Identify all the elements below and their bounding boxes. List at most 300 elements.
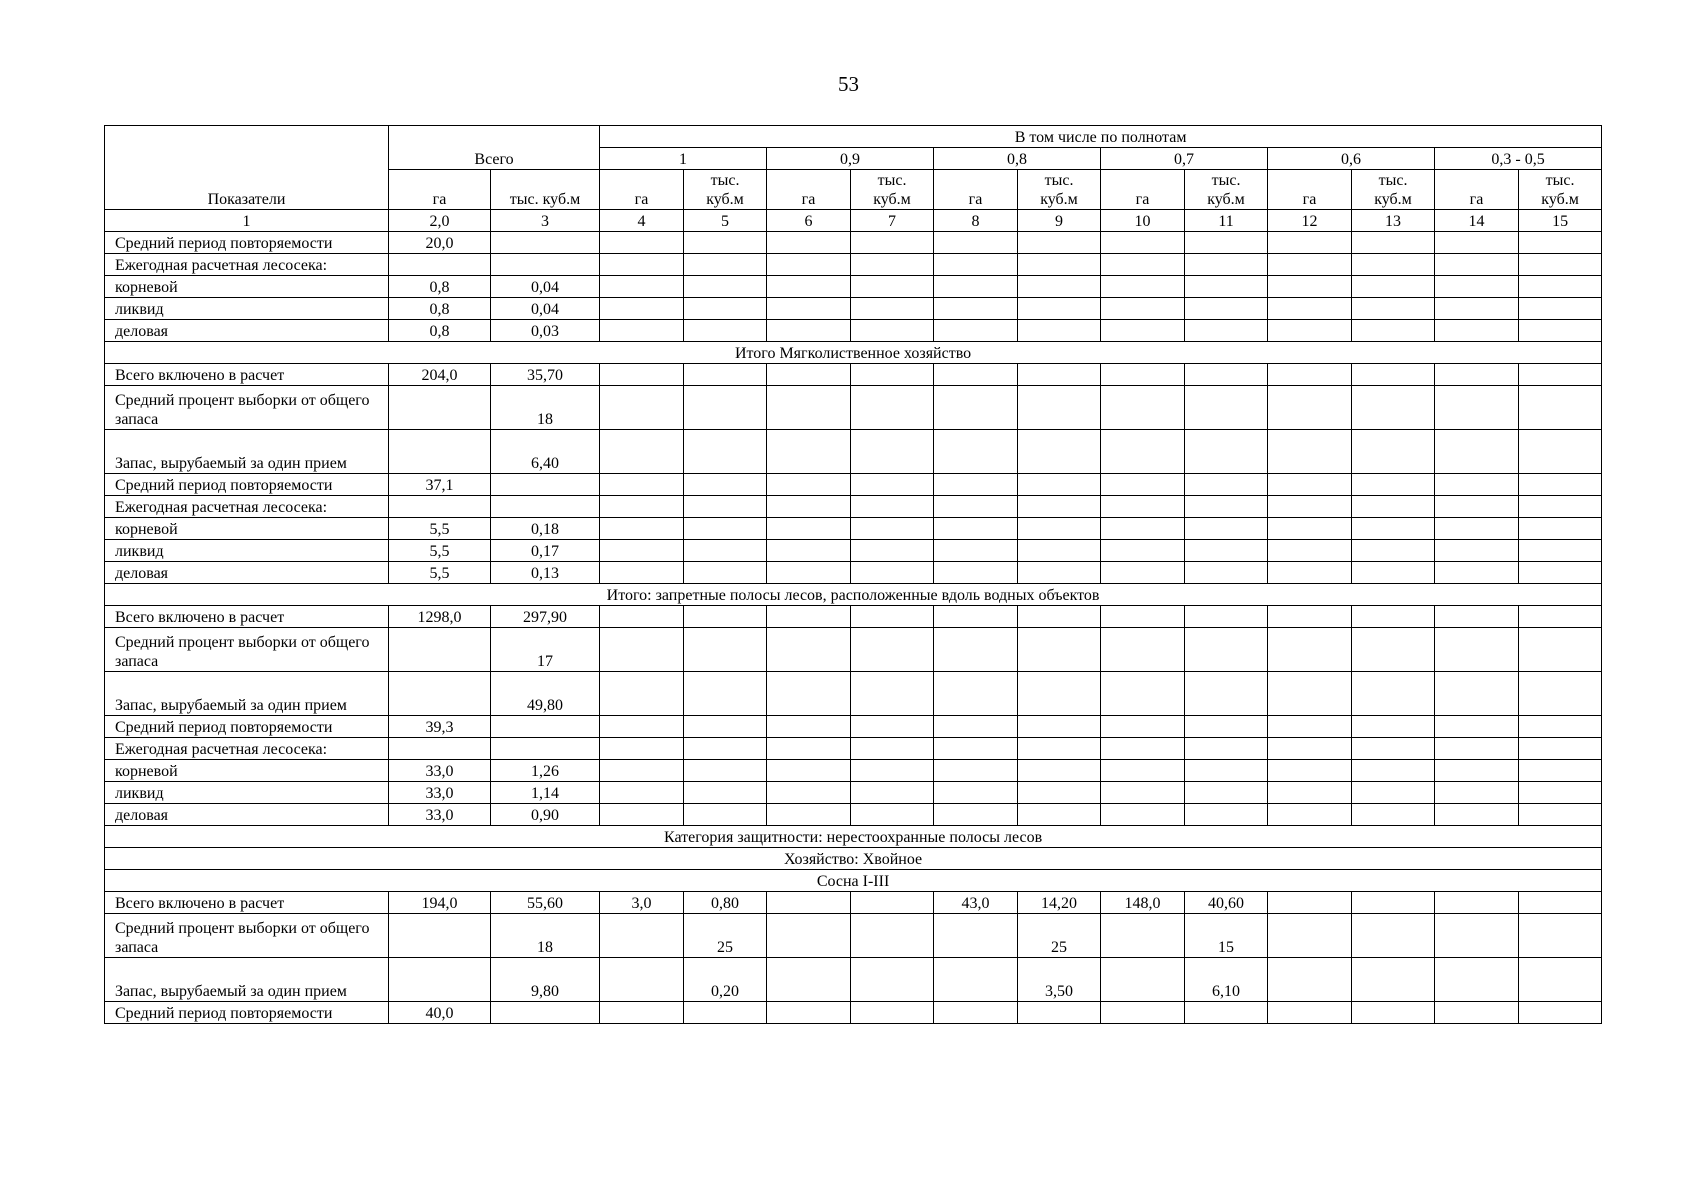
value-cell <box>1519 276 1602 298</box>
value-cell <box>1268 958 1352 1002</box>
value-cell: 194,0 <box>389 892 491 914</box>
value-cell <box>934 804 1018 826</box>
value-cell <box>1101 958 1185 1002</box>
value-cell <box>767 540 851 562</box>
value-cell <box>491 496 600 518</box>
value-cell <box>1435 782 1519 804</box>
value-cell <box>1519 958 1602 1002</box>
value-cell <box>1435 276 1519 298</box>
value-cell <box>1435 232 1519 254</box>
table-row <box>105 298 1602 320</box>
value-cell <box>1435 914 1519 958</box>
value-cell <box>1185 386 1268 430</box>
row-label: корневой <box>105 760 389 782</box>
value-cell: 0,03 <box>491 320 600 342</box>
value-cell <box>600 914 684 958</box>
value-cell: 6,40 <box>491 430 600 474</box>
value-cell <box>600 738 684 760</box>
value-cell: 0,8 <box>389 276 491 298</box>
value-cell <box>851 914 934 958</box>
value-cell <box>1185 606 1268 628</box>
value-cell <box>389 496 491 518</box>
value-cell <box>1185 496 1268 518</box>
value-cell: 15 <box>1185 914 1268 958</box>
value-cell <box>1185 430 1268 474</box>
value-cell <box>934 782 1018 804</box>
value-cell: 0,13 <box>491 562 600 584</box>
value-cell: 0,8 <box>389 298 491 320</box>
value-cell <box>1352 496 1435 518</box>
value-cell <box>851 254 934 276</box>
value-cell <box>1435 320 1519 342</box>
value-cell: 25 <box>1018 914 1101 958</box>
column-number-5: 5 <box>684 210 767 232</box>
value-cell <box>934 364 1018 386</box>
value-cell: 37,1 <box>389 474 491 496</box>
header-density-1: 0,9 <box>767 148 934 170</box>
row-label: корневой <box>105 276 389 298</box>
value-cell <box>934 1002 1018 1024</box>
value-cell: 0,90 <box>491 804 600 826</box>
value-cell <box>1435 298 1519 320</box>
value-cell <box>851 804 934 826</box>
value-cell <box>767 320 851 342</box>
value-cell <box>1435 716 1519 738</box>
value-cell: 40,60 <box>1185 892 1268 914</box>
value-cell <box>767 1002 851 1024</box>
value-cell <box>1268 276 1352 298</box>
value-cell <box>600 628 684 672</box>
value-cell: 39,3 <box>389 716 491 738</box>
value-cell <box>1101 518 1185 540</box>
value-cell <box>1519 738 1602 760</box>
row-label: корневой <box>105 518 389 540</box>
row-label: Средний период повторяемости <box>105 474 389 496</box>
table-row <box>105 540 1602 562</box>
value-cell <box>851 518 934 540</box>
header-density-3: 0,7 <box>1101 148 1268 170</box>
value-cell <box>1018 430 1101 474</box>
section-row <box>105 870 1602 892</box>
value-cell <box>934 716 1018 738</box>
value-cell <box>389 386 491 430</box>
value-cell <box>851 386 934 430</box>
value-cell <box>767 606 851 628</box>
table-row <box>105 518 1602 540</box>
header-by-density: В том числе по полнотам <box>600 126 1602 148</box>
value-cell <box>1435 562 1519 584</box>
value-cell <box>1268 232 1352 254</box>
value-cell <box>600 386 684 430</box>
value-cell <box>934 386 1018 430</box>
value-cell <box>1268 1002 1352 1024</box>
value-cell <box>1352 562 1435 584</box>
table-row <box>105 496 1602 518</box>
value-cell <box>1519 562 1602 584</box>
value-cell <box>1352 518 1435 540</box>
value-cell <box>767 672 851 716</box>
value-cell <box>1185 364 1268 386</box>
value-cell <box>684 386 767 430</box>
value-cell <box>1268 892 1352 914</box>
row-label: деловая <box>105 804 389 826</box>
row-label: Средний период повторяемости <box>105 716 389 738</box>
value-cell: 0,04 <box>491 276 600 298</box>
section-row <box>105 342 1602 364</box>
value-cell <box>684 716 767 738</box>
value-cell <box>684 276 767 298</box>
value-cell: 49,80 <box>491 672 600 716</box>
value-cell <box>767 738 851 760</box>
section-title: Категория защитности: нерестоохранные полосы лесов <box>105 826 1602 848</box>
value-cell <box>1519 892 1602 914</box>
column-number-13: 13 <box>1352 210 1435 232</box>
value-cell <box>1185 628 1268 672</box>
value-cell <box>1018 320 1101 342</box>
value-cell <box>1018 474 1101 496</box>
value-cell <box>1185 738 1268 760</box>
column-number-15: 15 <box>1519 210 1602 232</box>
value-cell: 5,5 <box>389 518 491 540</box>
header-density-5: 0,3 - 0,5 <box>1435 148 1602 170</box>
value-cell <box>1018 386 1101 430</box>
value-cell <box>1435 672 1519 716</box>
value-cell <box>684 562 767 584</box>
value-cell <box>1018 232 1101 254</box>
value-cell <box>684 430 767 474</box>
value-cell <box>1018 298 1101 320</box>
row-label: Запас, вырубаемый за один прием <box>105 672 389 716</box>
table-row <box>105 760 1602 782</box>
value-cell <box>1101 716 1185 738</box>
header-density-1-ha: га <box>767 170 851 210</box>
value-cell: 0,17 <box>491 540 600 562</box>
section-title: Итого Мягколиственное хозяйство <box>105 342 1602 364</box>
header-density-4-volume: тыс. куб.м <box>1352 170 1435 210</box>
value-cell <box>684 232 767 254</box>
value-cell <box>1101 672 1185 716</box>
column-number-6: 6 <box>767 210 851 232</box>
value-cell <box>767 760 851 782</box>
value-cell <box>1435 430 1519 474</box>
value-cell <box>1185 782 1268 804</box>
value-cell <box>684 364 767 386</box>
value-cell <box>1519 716 1602 738</box>
header-total-volume: тыс. куб.м <box>491 170 600 210</box>
value-cell: 18 <box>491 914 600 958</box>
value-cell <box>684 540 767 562</box>
value-cell <box>851 320 934 342</box>
value-cell <box>1268 914 1352 958</box>
table-row <box>105 254 1602 276</box>
value-cell <box>600 474 684 496</box>
column-number-14: 14 <box>1435 210 1519 232</box>
column-number-11: 11 <box>1185 210 1268 232</box>
value-cell: 25 <box>684 914 767 958</box>
value-cell <box>1352 782 1435 804</box>
table-row <box>105 672 1602 716</box>
value-cell <box>1435 892 1519 914</box>
table-row <box>105 474 1602 496</box>
value-cell <box>851 782 934 804</box>
value-cell: 5,5 <box>389 562 491 584</box>
value-cell <box>1268 474 1352 496</box>
value-cell <box>1268 254 1352 276</box>
value-cell <box>684 474 767 496</box>
value-cell <box>1435 518 1519 540</box>
value-cell <box>1519 496 1602 518</box>
row-label: ликвид <box>105 782 389 804</box>
value-cell: 33,0 <box>389 804 491 826</box>
value-cell: 43,0 <box>934 892 1018 914</box>
value-cell <box>1018 276 1101 298</box>
column-number-4: 4 <box>600 210 684 232</box>
value-cell: 0,04 <box>491 298 600 320</box>
value-cell <box>1101 386 1185 430</box>
value-cell <box>1352 232 1435 254</box>
value-cell <box>851 540 934 562</box>
value-cell <box>1435 364 1519 386</box>
value-cell <box>1101 738 1185 760</box>
value-cell <box>1268 738 1352 760</box>
value-cell: 148,0 <box>1101 892 1185 914</box>
value-cell <box>1352 320 1435 342</box>
value-cell <box>600 232 684 254</box>
value-cell <box>491 1002 600 1024</box>
value-cell <box>851 760 934 782</box>
value-cell <box>767 496 851 518</box>
header-density-5-volume: тыс. куб.м <box>1519 170 1602 210</box>
table-row <box>105 562 1602 584</box>
value-cell <box>1185 474 1268 496</box>
value-cell <box>1185 562 1268 584</box>
value-cell <box>1268 518 1352 540</box>
header-total: Всего <box>389 126 600 170</box>
value-cell <box>1435 254 1519 276</box>
row-label: Ежегодная расчетная лесосека: <box>105 496 389 518</box>
value-cell <box>684 496 767 518</box>
value-cell <box>1185 518 1268 540</box>
value-cell <box>1185 760 1268 782</box>
value-cell: 0,18 <box>491 518 600 540</box>
section-row <box>105 584 1602 606</box>
value-cell <box>1018 782 1101 804</box>
value-cell <box>600 276 684 298</box>
value-cell <box>600 320 684 342</box>
value-cell <box>851 606 934 628</box>
column-number-1: 1 <box>105 210 389 232</box>
value-cell <box>1519 364 1602 386</box>
column-number-12: 12 <box>1268 210 1352 232</box>
value-cell <box>1352 386 1435 430</box>
value-cell <box>389 254 491 276</box>
value-cell <box>851 364 934 386</box>
forest-cutting-table <box>104 125 1602 1024</box>
value-cell <box>1185 672 1268 716</box>
value-cell <box>1101 298 1185 320</box>
value-cell <box>851 672 934 716</box>
value-cell <box>600 496 684 518</box>
value-cell <box>934 672 1018 716</box>
row-label: деловая <box>105 562 389 584</box>
value-cell <box>389 958 491 1002</box>
value-cell <box>600 298 684 320</box>
value-cell <box>934 496 1018 518</box>
table-row <box>105 628 1602 672</box>
table-row <box>105 782 1602 804</box>
value-cell <box>1519 540 1602 562</box>
value-cell <box>1101 782 1185 804</box>
value-cell: 0,8 <box>389 320 491 342</box>
table-row <box>105 386 1602 430</box>
value-cell <box>1018 496 1101 518</box>
value-cell <box>1352 254 1435 276</box>
value-cell <box>684 804 767 826</box>
value-cell <box>1435 958 1519 1002</box>
value-cell <box>1018 606 1101 628</box>
value-cell <box>491 474 600 496</box>
value-cell <box>1185 320 1268 342</box>
value-cell <box>684 1002 767 1024</box>
value-cell <box>1435 760 1519 782</box>
value-cell <box>491 738 600 760</box>
value-cell <box>851 892 934 914</box>
value-cell: 1,26 <box>491 760 600 782</box>
header-density-3-ha: га <box>1101 170 1185 210</box>
value-cell <box>1018 254 1101 276</box>
value-cell: 0,80 <box>684 892 767 914</box>
value-cell <box>1185 716 1268 738</box>
value-cell <box>1018 540 1101 562</box>
value-cell <box>767 474 851 496</box>
value-cell <box>767 298 851 320</box>
value-cell <box>1101 606 1185 628</box>
value-cell <box>389 672 491 716</box>
value-cell <box>767 628 851 672</box>
value-cell <box>1352 540 1435 562</box>
row-label: Средний период повторяемости <box>105 1002 389 1024</box>
value-cell <box>934 540 1018 562</box>
value-cell <box>1018 760 1101 782</box>
value-cell <box>1519 298 1602 320</box>
table-row <box>105 892 1602 914</box>
value-cell <box>600 782 684 804</box>
row-label: деловая <box>105 320 389 342</box>
value-cell <box>1185 232 1268 254</box>
value-cell: 1298,0 <box>389 606 491 628</box>
value-cell <box>1352 672 1435 716</box>
column-number-3: 3 <box>491 210 600 232</box>
value-cell <box>600 958 684 1002</box>
value-cell <box>1519 606 1602 628</box>
value-cell <box>767 562 851 584</box>
column-number-row <box>105 210 1602 232</box>
header-density-1-volume: тыс. куб.м <box>851 170 934 210</box>
value-cell: 9,80 <box>491 958 600 1002</box>
value-cell <box>1101 232 1185 254</box>
value-cell <box>1519 518 1602 540</box>
value-cell <box>1519 430 1602 474</box>
value-cell <box>851 430 934 474</box>
value-cell <box>1519 474 1602 496</box>
value-cell <box>1519 782 1602 804</box>
value-cell: 33,0 <box>389 760 491 782</box>
table-row <box>105 804 1602 826</box>
section-title: Итого: запретные полосы лесов, расположенные вдоль водных объектов <box>105 584 1602 606</box>
value-cell <box>1352 430 1435 474</box>
value-cell: 3,0 <box>600 892 684 914</box>
value-cell <box>1101 628 1185 672</box>
value-cell <box>1018 804 1101 826</box>
value-cell <box>1101 474 1185 496</box>
value-cell <box>1268 628 1352 672</box>
row-label: Средний процент выборки от общего запаса <box>105 628 389 672</box>
value-cell <box>1435 738 1519 760</box>
value-cell <box>1519 760 1602 782</box>
value-cell <box>934 254 1018 276</box>
value-cell <box>1185 298 1268 320</box>
section-title: Сосна I-III <box>105 870 1602 892</box>
value-cell <box>1352 276 1435 298</box>
value-cell <box>934 232 1018 254</box>
value-cell <box>1268 782 1352 804</box>
value-cell <box>491 254 600 276</box>
header-density-0: 1 <box>600 148 767 170</box>
value-cell <box>934 298 1018 320</box>
value-cell <box>600 364 684 386</box>
header-density-0-volume: тыс. куб.м <box>684 170 767 210</box>
row-label: Всего включено в расчет <box>105 364 389 386</box>
value-cell: 5,5 <box>389 540 491 562</box>
value-cell <box>1519 232 1602 254</box>
value-cell <box>600 540 684 562</box>
row-label: Всего включено в расчет <box>105 892 389 914</box>
table-row <box>105 958 1602 1002</box>
value-cell <box>934 628 1018 672</box>
value-cell <box>1352 892 1435 914</box>
table-row <box>105 716 1602 738</box>
value-cell <box>1519 628 1602 672</box>
value-cell <box>1519 320 1602 342</box>
value-cell <box>767 804 851 826</box>
value-cell <box>1018 738 1101 760</box>
value-cell <box>934 430 1018 474</box>
value-cell <box>767 430 851 474</box>
row-label: ликвид <box>105 540 389 562</box>
value-cell <box>934 562 1018 584</box>
value-cell <box>1101 364 1185 386</box>
table-row <box>105 364 1602 386</box>
value-cell <box>767 892 851 914</box>
section-row <box>105 848 1602 870</box>
value-cell <box>1268 672 1352 716</box>
value-cell <box>1352 738 1435 760</box>
value-cell <box>1018 672 1101 716</box>
value-cell <box>1101 430 1185 474</box>
value-cell <box>934 760 1018 782</box>
value-cell <box>1435 628 1519 672</box>
row-label: Ежегодная расчетная лесосека: <box>105 738 389 760</box>
table-row <box>105 1002 1602 1024</box>
value-cell <box>1018 562 1101 584</box>
value-cell <box>1519 386 1602 430</box>
row-label: Средний процент выборки от общего запаса <box>105 386 389 430</box>
value-cell <box>1352 914 1435 958</box>
value-cell <box>851 562 934 584</box>
column-number-2: 2,0 <box>389 210 491 232</box>
value-cell <box>851 1002 934 1024</box>
value-cell <box>1101 914 1185 958</box>
